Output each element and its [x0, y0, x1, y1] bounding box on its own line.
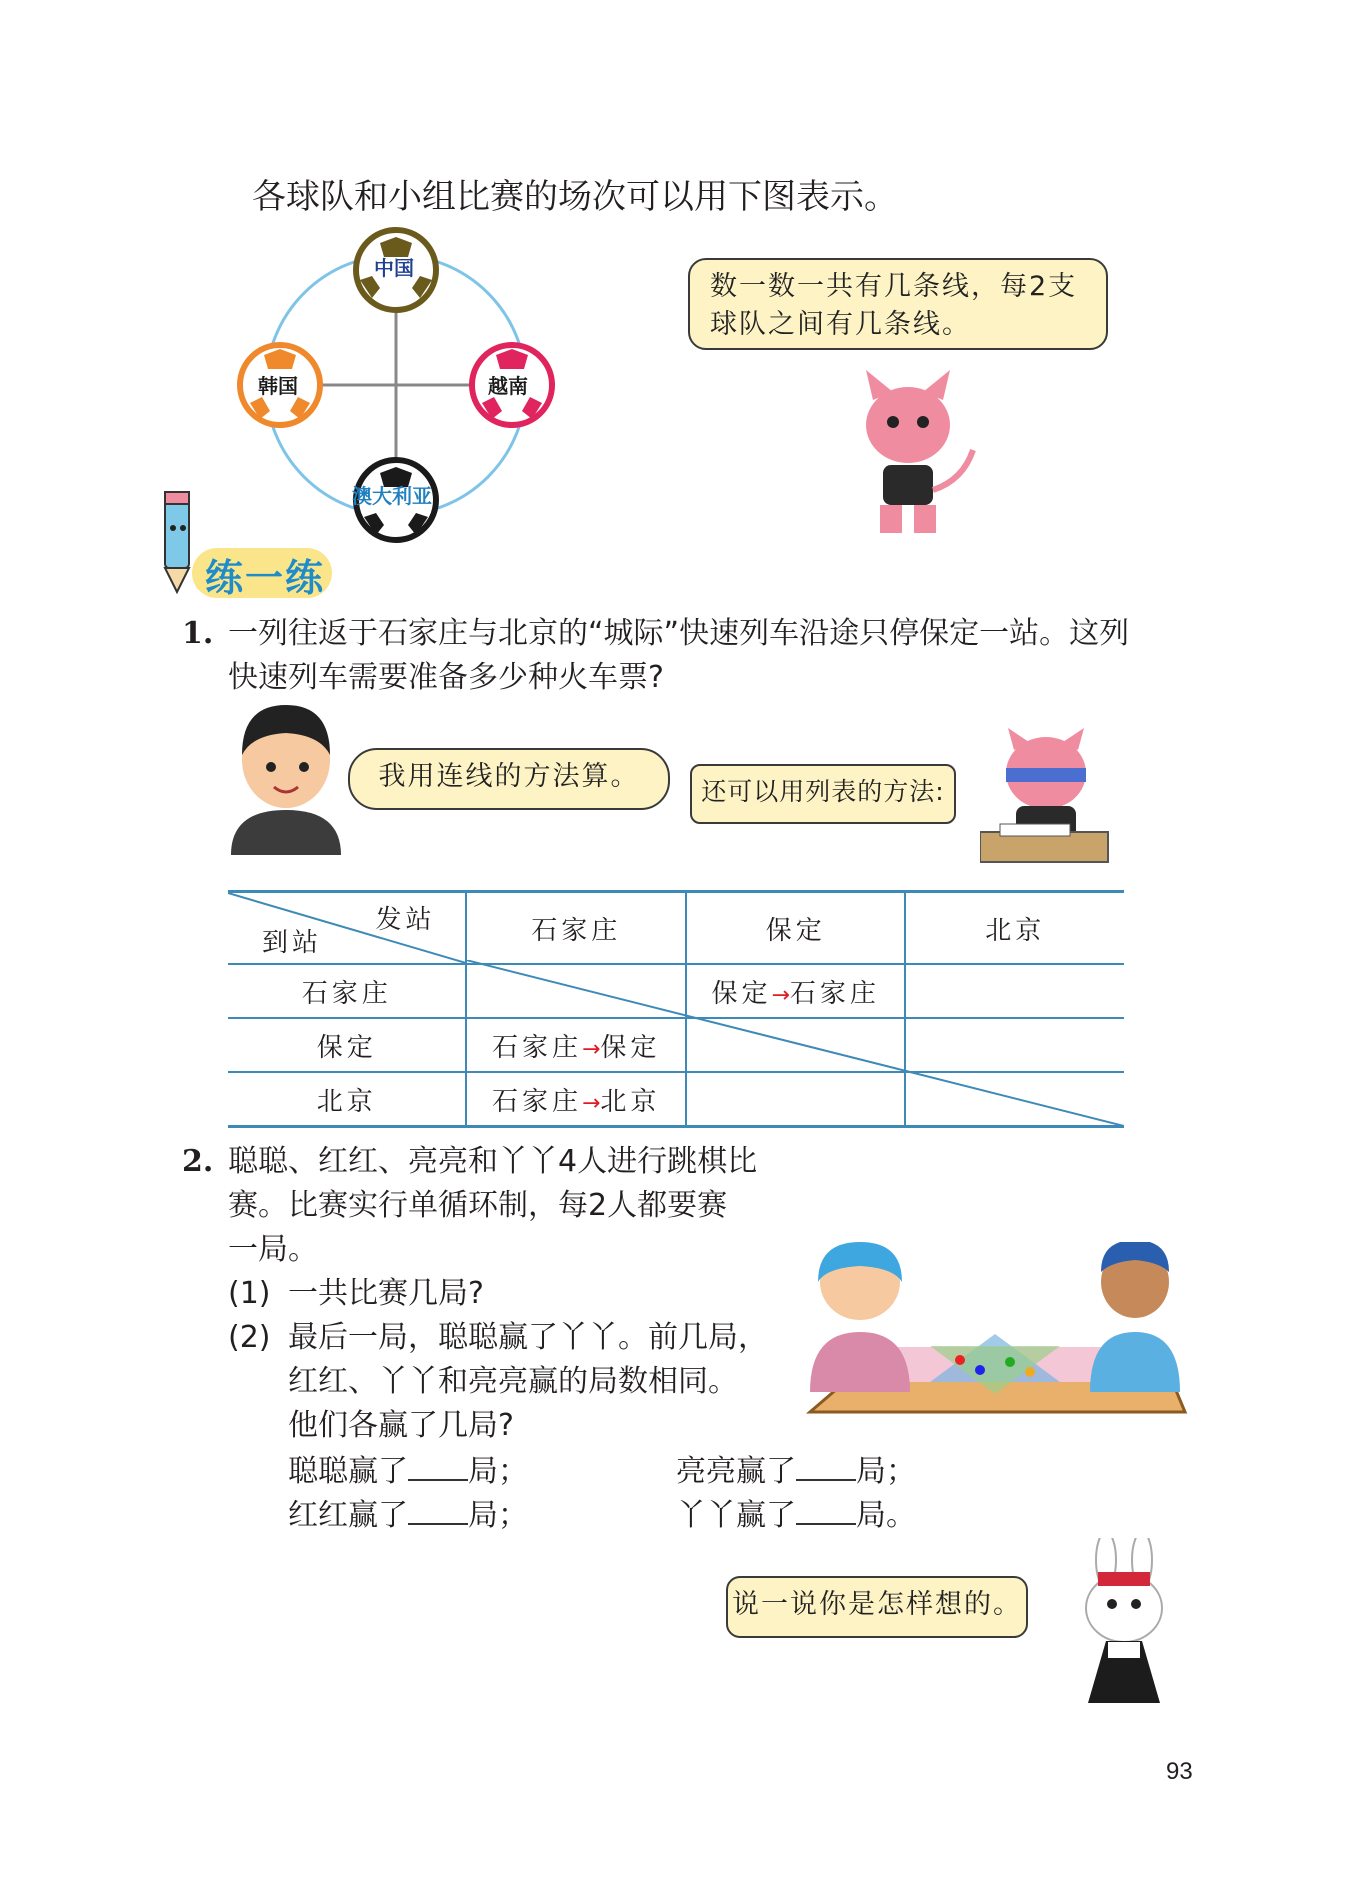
cat-speech-bubble: 还可以用列表的方法: [690, 764, 956, 824]
section-title: 练一练 [205, 556, 326, 600]
team-label-china: 中国 [374, 256, 414, 280]
q2-sub2-line1: 最后一局，聪聪赢了丫丫。前几局， [288, 1320, 768, 1355]
row-header: 保定 [228, 1018, 466, 1072]
corner-arrive-label: 到站 [262, 928, 323, 958]
table-corner-cell [228, 892, 466, 965]
tip-bubble-explain: 说一说你是怎样想的。 [726, 1576, 1028, 1638]
fill-honghong: 红红赢了 局； [288, 1498, 528, 1533]
q2-sub1-number: (1) [228, 1276, 271, 1311]
q2-sub1-text: 一共比赛几局? [288, 1276, 484, 1311]
team-label-australia: 澳大利亚 [352, 484, 432, 508]
answer-blank[interactable] [796, 1453, 856, 1481]
col-header: 石家庄 [466, 892, 686, 965]
q2-text-line2: 赛。比赛实行单循环制，每2人都要赛 [228, 1188, 728, 1223]
q2-text-line1: 聪聪、红红、亮亮和丫丫4人进行跳棋比 [228, 1144, 758, 1179]
q2-number: 2. [182, 1144, 214, 1179]
table-cell: 石家庄→北京 [466, 1072, 686, 1127]
red-arrow-icon: → [581, 1036, 601, 1062]
page-number: 93 [1166, 1758, 1193, 1785]
row-header: 北京 [228, 1072, 466, 1127]
boy-speech-bubble: 我用连线的方法算。 [348, 748, 670, 810]
team-label-vietnam: 越南 [488, 374, 528, 398]
chinese-checkers-illustration [800, 1242, 1190, 1432]
q1-text-line2: 快速列车需要准备多少种火车票? [228, 660, 664, 695]
q2-sub2-line3: 他们各赢了几局? [288, 1408, 514, 1443]
table-diagonal-line [466, 960, 1124, 1126]
row-header: 石家庄 [228, 964, 466, 1018]
intro-text: 各球队和小组比赛的场次可以用下图表示。 [252, 177, 898, 217]
q2-text-line3: 一局。 [228, 1232, 318, 1267]
cell-to: 石家庄 [789, 978, 880, 1009]
tip-bubble-count-lines: 数一数一共有几条线，每2支球队之间有几条线。 [688, 258, 1108, 350]
cat-writing-mascot-icon [980, 728, 1110, 868]
red-arrow-icon: → [771, 982, 790, 1008]
fill-liangliang: 亮亮赢了 局； [676, 1454, 916, 1489]
red-arrow-icon: → [581, 1090, 601, 1116]
cell-from: 保定 [711, 978, 772, 1009]
q1-number: 1. [182, 616, 214, 651]
q1-text-line1: 一列往返于石家庄与北京的“城际”快速列车沿途只停保定一站。这列 [228, 616, 1130, 651]
table-cell: 石家庄→保定 [466, 1018, 686, 1072]
boy-mascot-icon [226, 705, 346, 855]
pink-cat-mascot-icon [848, 370, 978, 540]
col-header: 北京 [905, 892, 1124, 965]
q2-sub2-line2: 红红、丫丫和亮亮赢的局数相同。 [288, 1364, 738, 1399]
col-header: 保定 [686, 892, 906, 965]
rabbit-mascot-icon [1062, 1538, 1182, 1708]
corner-depart-label: 发站 [375, 905, 436, 935]
answer-blank[interactable] [408, 1453, 468, 1481]
fill-congcong: 聪聪赢了 局； [288, 1454, 528, 1489]
table-header-row [228, 892, 1124, 965]
answer-blank[interactable] [408, 1497, 468, 1525]
q2-sub2-number: (2) [228, 1320, 271, 1355]
team-label-korea: 韩国 [258, 374, 298, 398]
fill-yaya: 丫丫赢了 局。 [676, 1498, 916, 1533]
answer-blank[interactable] [796, 1497, 856, 1525]
